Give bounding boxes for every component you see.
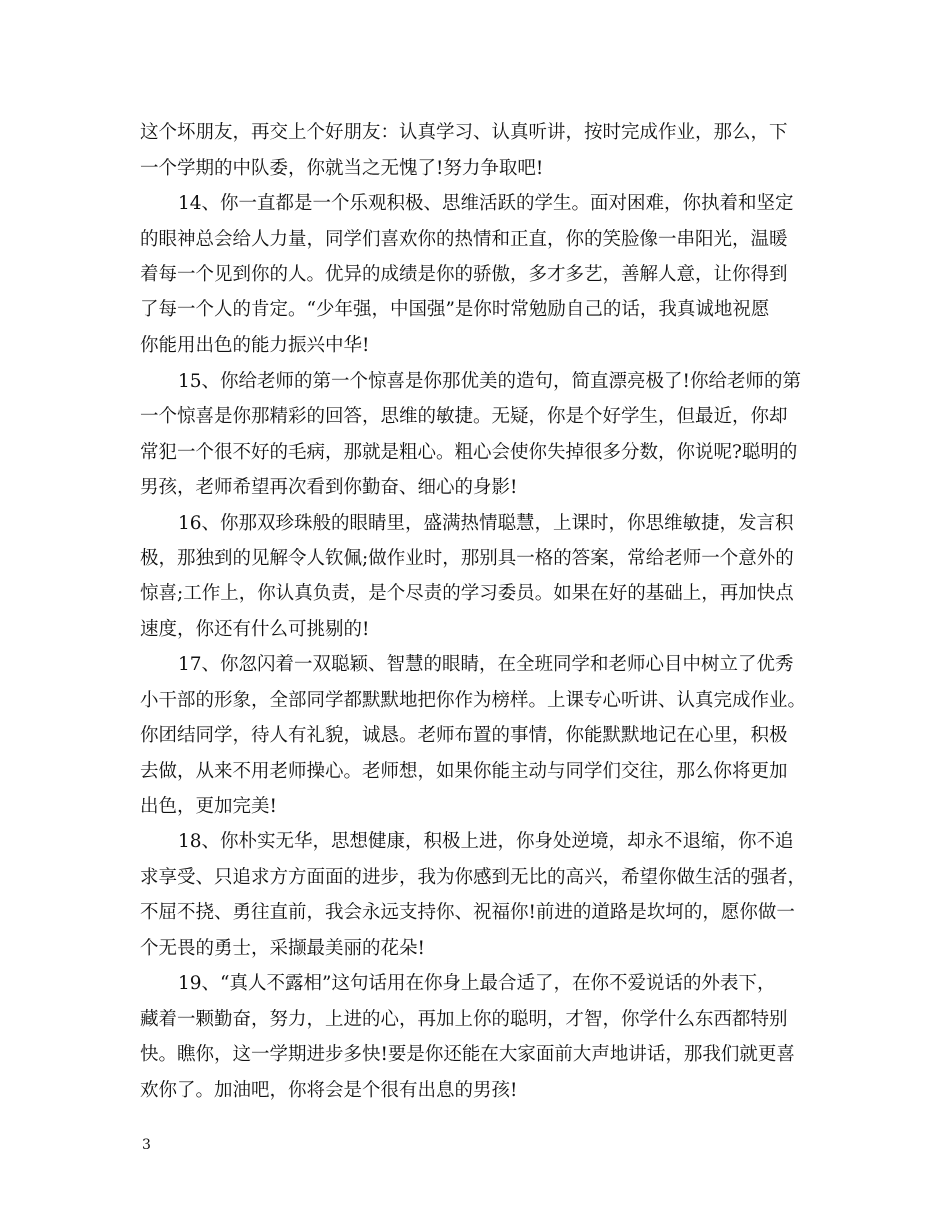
text-line: 17、你忽闪着一双聪颖、智慧的眼睛，在全班同学和老师心目中树立了优秀 (178, 654, 794, 675)
text-line: 你能用出色的能力振兴中华! (140, 335, 370, 356)
text-line: 常犯一个很不好的毛病，那就是粗心。粗心会使你失掉很多分数，你说呢?聪明的 (140, 442, 798, 463)
text-line: 欢你了。加油吧，你将会是个很有出息的男孩! (140, 1080, 518, 1101)
text-line: 快。瞧你，这一学期进步多快!要是你还能在大家面前大声地讲话，那我们就更喜 (140, 1044, 795, 1065)
page-number: 3 (142, 1137, 151, 1153)
text-line: 14、你一直都是一个乐观积极、思维活跃的学生。面对困难，你执着和坚定 (178, 193, 794, 214)
text-line: 惊喜;工作上，你认真负责，是个尽责的学习委员。如果在好的基础上，再加快点 (140, 583, 794, 604)
text-line: 了每一个人的肯定。“少年强，中国强”是你时常勉励自己的话，我真诚地祝愿 (140, 299, 770, 320)
text-line: 出色，更加完美! (140, 796, 277, 817)
text-line: 一个学期的中队委，你就当之无愧了!努力争取吧! (140, 158, 544, 179)
text-line: 求享受、只追求方方面面的进步，我为你感到无比的高兴，希望你做生活的强者， (140, 867, 807, 888)
text-line: 这个坏朋友，再交上个好朋友：认真学习、认真听讲，按时完成作业，那么，下 (140, 122, 788, 143)
text-line: 着每一个见到你的人。优异的成绩是你的骄傲，多才多艺，善解人意，让你得到 (140, 264, 788, 285)
text-line: 15、你给老师的第一个惊喜是你那优美的造句，简直漂亮极了!你给老师的第 (178, 371, 801, 392)
text-line: 一个惊喜是你那精彩的回答，思维的敏捷。无疑，你是个好学生，但最近，你却 (140, 406, 788, 427)
text-line: 不屈不挠、勇往直前，我会永远支持你、祝福你!前进的道路是坎坷的，愿你做一 (140, 902, 795, 923)
text-line: 19、“真人不露相”这句话用在你身上最合适了，在你不爱说话的外表下， (178, 973, 776, 994)
text-line: 16、你那双珍珠般的眼睛里，盛满热情聪慧，上课时，你思维敏捷，发言积 (178, 513, 794, 534)
text-line: 小干部的形象，全部同学都默默地把你作为榜样。上课专心听讲、认真完成作业。 (140, 690, 807, 711)
text-line: 男孩，老师希望再次看到你勤奋、细心的身影! (140, 477, 518, 498)
text-line: 你团结同学，待人有礼貌，诚恳。老师布置的事情，你能默默地记在心里，积极 (140, 725, 788, 746)
text-line: 藏着一颗勤奋，努力，上进的心，再加上你的聪明，才智，你学什么东西都特别 (140, 1009, 788, 1030)
text-line: 个无畏的勇士，采撷最美丽的花朵! (140, 938, 425, 959)
text-line: 极，那独到的见解令人钦佩;做作业时，那别具一格的答案，常给老师一个意外的 (140, 548, 794, 569)
text-line: 的眼神总会给人力量，同学们喜欢你的热情和正直，你的笑脸像一串阳光，温暖 (140, 229, 788, 250)
text-line: 18、你朴实无华，思想健康，积极上进，你身处逆境，却永不退缩，你不追 (178, 831, 794, 852)
text-line: 去做，从来不用老师操心。老师想，如果你能主动与同学们交往，那么你将更加 (140, 761, 788, 782)
text-line: 速度，你还有什么可挑剔的! (140, 619, 370, 640)
